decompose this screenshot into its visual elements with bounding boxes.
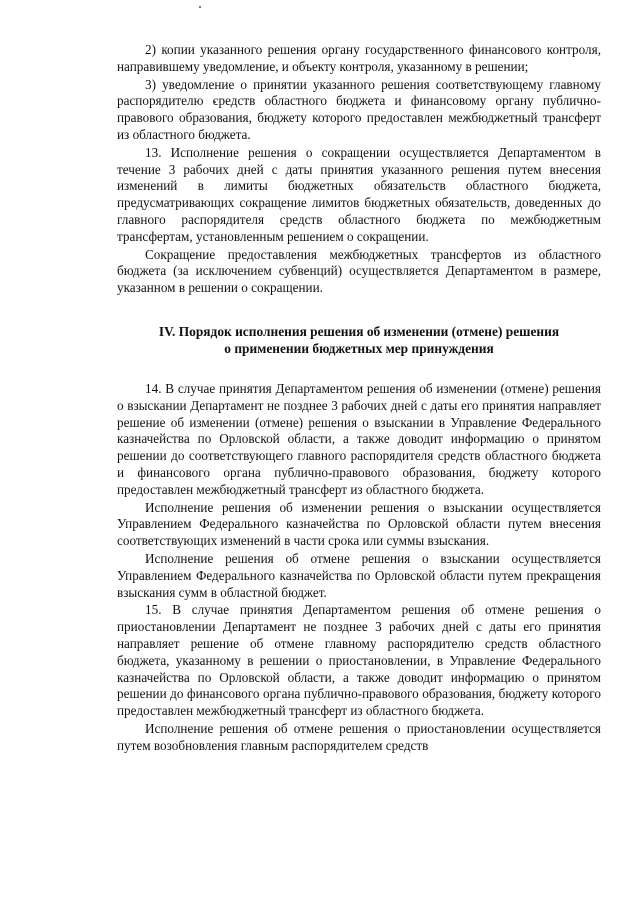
section-heading-line-2: о применении бюджетных мер принуждения	[224, 340, 494, 356]
paragraph-cancel-execution: Исполнение решения об отмене решения о взыскании осуществляется Управлением Федерального казначейства по Орловской области путем прекращения взыскания сумм в областной бюджет.	[117, 550, 601, 600]
section-heading	[117, 323, 601, 357]
section-heading-line-1: IV. Порядок исполнения решения об изменении (отмене) решения	[158, 323, 560, 339]
paragraph-suspension-execution: Исполнение решения об отмене решения о приостановлении осуществляется путем возобновления главным распорядителем средств	[117, 720, 601, 753]
paragraph-item-13: 13. Исполнение решения о сокращении осуществляется Департаментом в течение 3 рабочих дней с даты принятия указанного решения путем внесения изменений в лимиты бюджетных обязательств областного бюджета, предусматривающих сокращение лимитов бюджетных обязательств, доведенных до главного распорядителя средств областного бюджета по межбюджетным трансфертам, установленным решением о сокращении.	[117, 144, 601, 244]
paragraph-notification: 3) уведомление о принятии указанного решения соответствующему главному распорядителю средств областного бюджета и финансовому органу публично-правового образования, бюджету которого предоставлен межбюджетный трансферт из областного бюджета.	[117, 76, 601, 142]
paragraph-reduction: Сокращение предоставления межбюджетных трансфертов из областного бюджета (за исключением субвенций) осуществляется Департаментом в размере, указанном в решении о сокращении.	[117, 246, 601, 296]
scan-speck	[199, 6, 201, 8]
paragraph-item-14: 14. В случае принятия Департаментом решения об изменении (отмене) решения о взыскании Департамент не позднее 3 рабочих дней с даты его принятия направляет решение об изменении (отмене) решения о взыскании в Управление Федерального казначейства по Орловской области, а также доводит информацию о принятом решении до соответствующего главного распорядителя средств областного бюджета и финансового органа публично-правового образования, бюджету которого предоставлен межбюджетный трансферт из областного бюджета.	[117, 380, 601, 497]
paragraph-item-15: 15. В случае принятия Департаментом решения об отмене решения о приостановлении Департамент не позднее 3 рабочих дней с даты его принятия направляет решение об отмене главному распорядителю средств областного бюджета, указанному в решении о приостановлении, в Управление Федерального казначейства по Орловской области, а также доводит информацию о принятом решении до финансового органа публично-правового образования, бюджету которого предоставлен межбюджетный трансферт из областного бюджета.	[117, 602, 601, 719]
paragraph-copies: 2) копии указанного решения органу государственного финансового контроля, направившему уведомление, и объекту контроля, указанному в решении;	[117, 42, 601, 74]
document-page	[117, 42, 601, 754]
paragraph-change-execution: Исполнение решения об изменении решения о взыскании осуществляется Управлением Федерального казначейства по Орловской области путем внесения соответствующих изменений в части срока или суммы взыскания.	[117, 499, 601, 549]
